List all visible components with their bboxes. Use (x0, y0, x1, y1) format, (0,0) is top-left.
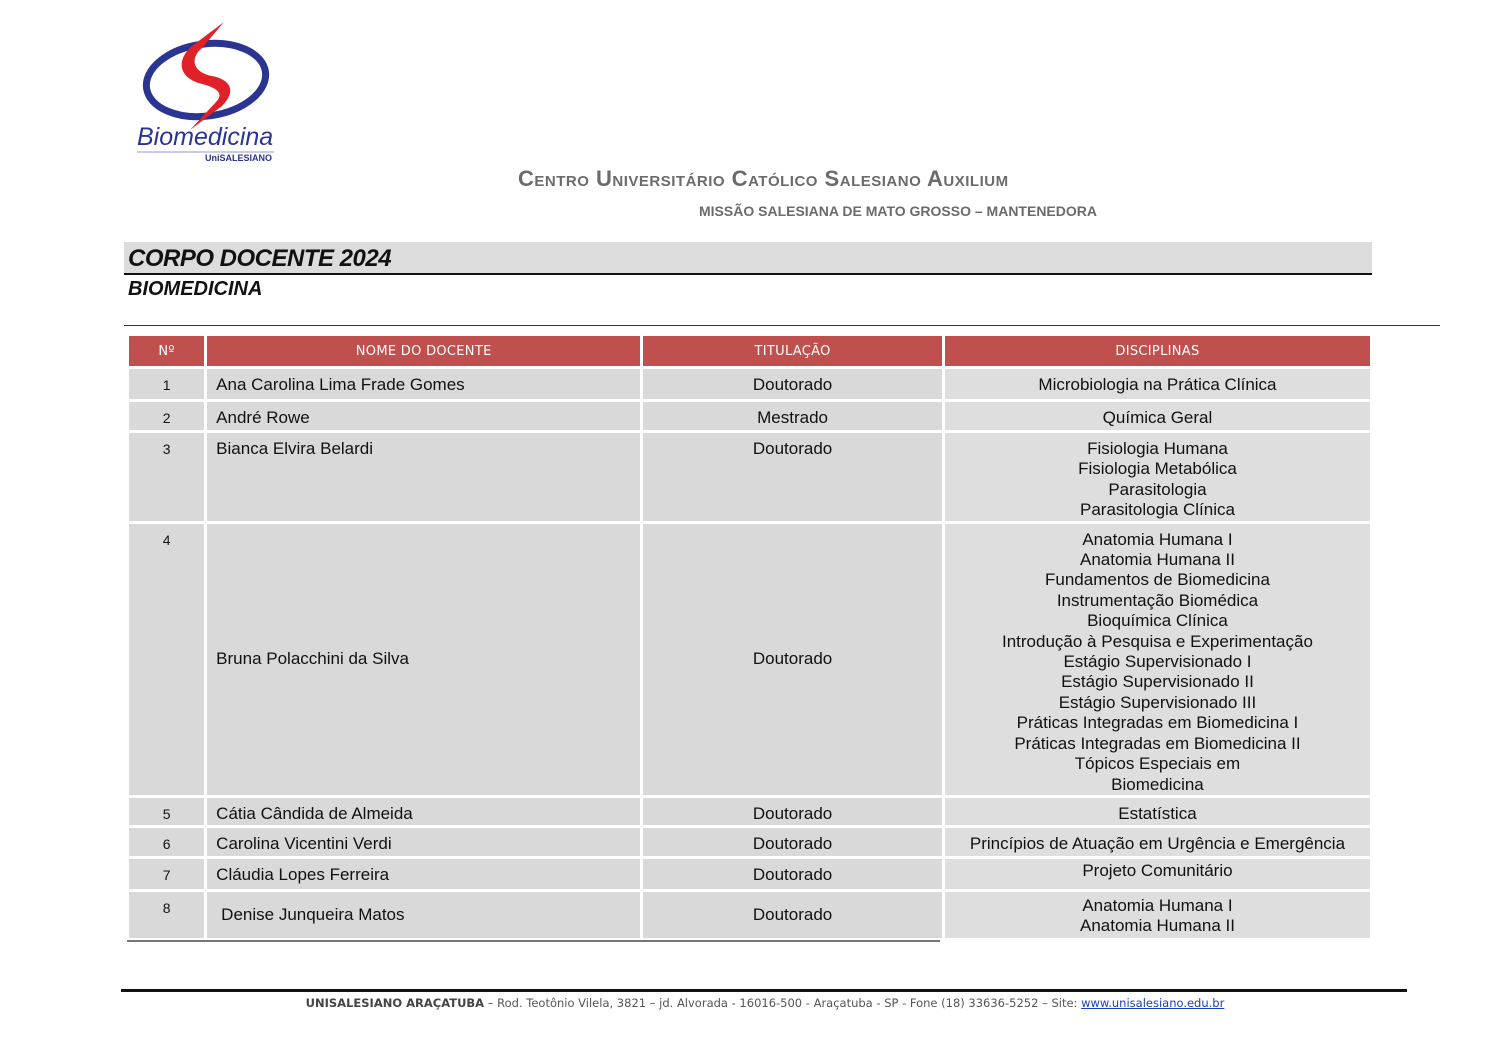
column-header-name: NOME DO DOCENTE (207, 336, 640, 366)
teacher-degree: Doutorado (643, 524, 942, 795)
discipline: Parasitologia Clínica (1079, 500, 1235, 520)
table-row (129, 828, 1370, 856)
footer-org: UNISALESIANO ARAÇATUBA (305, 996, 485, 1010)
discipline: Estágio Supervisionado III (1058, 692, 1257, 712)
discipline: Introdução à Pesquisa e Experimentação (1002, 631, 1313, 651)
course-name: BIOMEDICINA (128, 278, 263, 300)
teacher-degree: Doutorado (643, 433, 942, 521)
logo-wordmark: Biomedicina (137, 123, 274, 151)
footer-site-link[interactable]: www.unisalesiano.edu.br (1081, 996, 1225, 1010)
discipline: Tópicos Especiais em (1074, 754, 1241, 774)
discipline: Microbiologia na Prática Clínica (1038, 375, 1277, 394)
row-number: 2 (129, 402, 204, 430)
teacher-degree: Doutorado (643, 892, 942, 938)
table-row (129, 402, 1370, 430)
teacher-name: Ana Carolina Lima Frade Gomes (207, 369, 640, 399)
document-title-bar (124, 242, 1372, 275)
biomedicina-logo (132, 18, 282, 168)
faculty-table (126, 333, 1373, 941)
discipline: Bioquímica Clínica (1087, 611, 1228, 631)
row-number: 8 (129, 892, 204, 938)
table-row (129, 433, 1370, 521)
footer-divider (121, 989, 1407, 992)
teacher-degree: Doutorado (643, 798, 942, 825)
teacher-degree: Doutorado (643, 369, 942, 399)
teacher-degree: Doutorado (643, 828, 942, 856)
discipline: Parasitologia (1108, 479, 1207, 499)
discipline: Instrumentação Biomédica (1056, 590, 1259, 610)
row-number: 6 (129, 828, 204, 856)
teacher-degree: Mestrado (643, 402, 942, 430)
teacher-degree: Doutorado (643, 859, 942, 889)
logo-sub: UniSALESIANO (205, 153, 273, 163)
institution-subtitle: MISSÃO SALESIANA DE MATO GROSSO – MANTENEDORA (699, 203, 1097, 219)
table-header-row (129, 336, 1370, 366)
institution-name: Centro Universitário Católico Salesiano Auxilium (518, 166, 1009, 191)
discipline: Projeto Comunitário (1082, 860, 1233, 880)
disciplines-cell (945, 828, 1370, 856)
discipline: Estágio Supervisionado I (1063, 652, 1252, 672)
table-row (129, 369, 1370, 399)
disciplines-cell (945, 402, 1370, 430)
teacher-name: Bianca Elvira Belardi (207, 433, 640, 521)
teacher-name: Carolina Vicentini Verdi (207, 828, 640, 856)
discipline: Estatística (1118, 803, 1197, 823)
column-header-disciplines: DISCIPLINAS (945, 336, 1370, 366)
discipline: Estágio Supervisionado II (1061, 672, 1254, 692)
discipline: Anatomia Humana II (1079, 550, 1235, 570)
discipline: Fisiologia Metabólica (1078, 459, 1237, 479)
disciplines-cell (945, 433, 1370, 521)
document-title: CORPO DOCENTE 2024 (128, 245, 392, 272)
footer (0, 996, 1497, 1010)
table-row (129, 892, 1370, 938)
discipline: Anatomia Humana II (1079, 916, 1235, 936)
teacher-name: Cláudia Lopes Ferreira (207, 859, 640, 889)
divider (124, 325, 1440, 326)
table-row (129, 798, 1370, 825)
disciplines-cell (945, 524, 1370, 795)
row-number: 7 (129, 859, 204, 889)
table-row (129, 859, 1370, 889)
discipline: Fundamentos de Biomedicina (1045, 570, 1270, 590)
teacher-name: André Rowe (207, 402, 640, 430)
discipline: Química Geral (1102, 408, 1213, 427)
table-row (129, 524, 1370, 795)
column-header-title: TITULAÇÃO (643, 336, 942, 366)
discipline: Práticas Integradas em Biomedicina II (1014, 733, 1301, 753)
column-header-num: Nº (129, 336, 204, 366)
row-number: 4 (129, 524, 204, 795)
disciplines-cell (945, 798, 1370, 825)
table-bottom-rule (127, 940, 940, 942)
row-number: 1 (129, 369, 204, 399)
row-number: 5 (129, 798, 204, 825)
teacher-name: Bruna Polacchini da Silva (207, 524, 640, 795)
discipline: Fisiologia Humana (1087, 439, 1228, 458)
discipline: Biomedicina (1111, 774, 1204, 794)
disciplines-cell (945, 892, 1370, 938)
discipline: Anatomia Humana I (1082, 895, 1233, 915)
logo-s-icon (132, 18, 282, 168)
disciplines-cell (945, 859, 1370, 889)
footer-address: – Rod. Teotônio Vilela, 3821 – jd. Alvorada - 16016-500 - Araçatuba - SP - Fone (18) 33636-5252 – Site: (484, 996, 1082, 1010)
teacher-name: Cátia Cândida de Almeida (207, 798, 640, 825)
disciplines-cell (945, 369, 1370, 399)
row-number: 3 (129, 433, 204, 521)
discipline: Anatomia Humana I (1082, 529, 1233, 549)
discipline: Práticas Integradas em Biomedicina I (1016, 713, 1299, 733)
discipline: Princípios de Atuação em Urgência e Emergência (969, 833, 1346, 853)
teacher-name: Denise Junqueira Matos (207, 892, 640, 938)
